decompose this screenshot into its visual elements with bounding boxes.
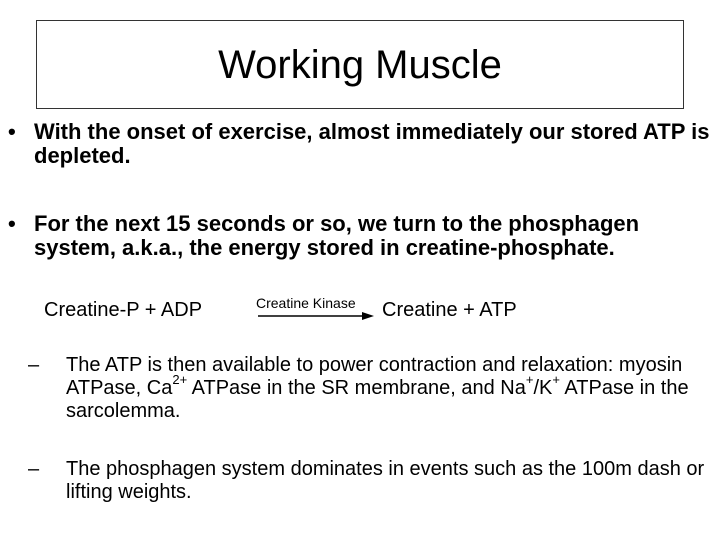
- sub-bullet-text: The ATP is then available to power contraction and relaxation: myosin ATPase, $Ca^{2+}$ ATPase in the SR membrane, and Na+/K+ ATPase in the sarcolemma.: [66, 354, 689, 422]
- bullet-item: [8, 119, 720, 168]
- reaction-arrow-icon: [256, 310, 376, 322]
- equation-enzyme-label: Creatine Kinase: [256, 295, 356, 311]
- bullet-marker: •: [8, 211, 16, 236]
- bullet-item: [8, 211, 694, 260]
- sub-bullet-marker: –: [28, 458, 40, 480]
- sub-bullet-marker: –: [28, 354, 40, 376]
- slide-title: Working Muscle: [218, 42, 502, 87]
- equation-reactants: Creatine-P + ADP: [44, 299, 203, 321]
- sodium-charge: +: [525, 372, 534, 388]
- equation-products: Creatine + ATP: [382, 299, 517, 321]
- bullet-text: With the onset of exercise, almost immediately our stored ATP is depleted.: [34, 119, 710, 168]
- calcium-charge: 2+: [172, 372, 188, 388]
- sub-bullet-item: [28, 354, 706, 423]
- sub-bullet-item: [28, 458, 706, 504]
- bullet-marker: •: [8, 119, 16, 144]
- sub-bullet-text: The phosphagen system dominates in events such as the 100m dash or lifting weights.: [66, 458, 705, 503]
- potassium-charge: +: [552, 372, 560, 388]
- bullet-text: For the next 15 seconds or so, we turn to the phosphagen system, a.k.a., the energy stored in creatine-phosphate.: [34, 211, 640, 260]
- title-box: [36, 20, 684, 109]
